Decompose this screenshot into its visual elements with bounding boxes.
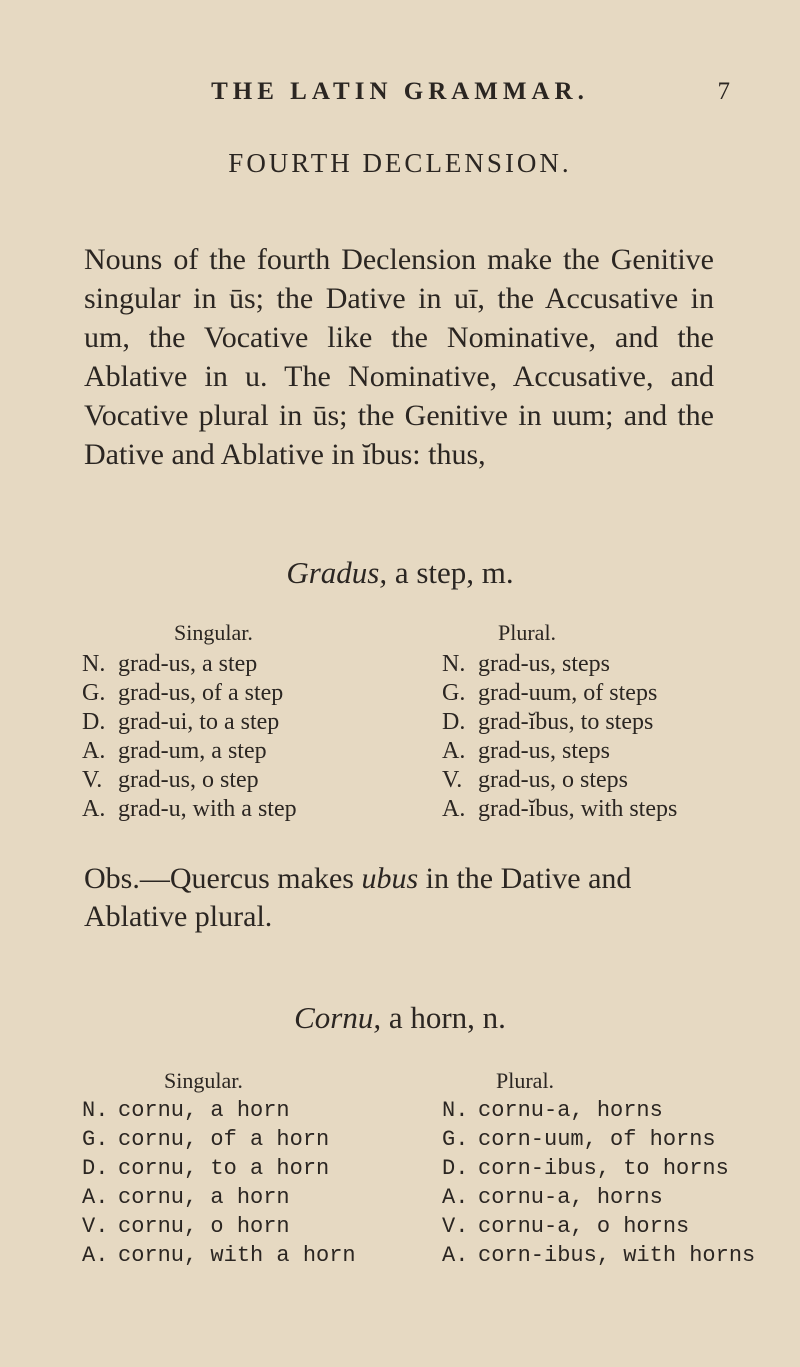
case-form: grad-us, steps (478, 738, 610, 764)
case-form: cornu, to a horn (118, 1156, 330, 1181)
case-label: V. (442, 767, 463, 793)
paradigm-gloss: a horn, n. (381, 1000, 506, 1035)
declension-row (82, 1183, 356, 1212)
case-form: grad-ĭbus, with steps (478, 796, 678, 822)
declension-row (442, 1241, 755, 1270)
declension-row (82, 708, 297, 737)
case-form: cornu, with a horn (118, 1243, 356, 1268)
case-label: G. (82, 680, 106, 706)
singular-forms-gradus (82, 650, 297, 824)
declension-row (442, 1183, 755, 1212)
obs-text-after: in the Dative and Ablative plural. (84, 862, 632, 933)
case-form: corn-ibus, with horns (478, 1243, 756, 1268)
case-label: A. (82, 1185, 109, 1210)
declension-row (442, 795, 677, 824)
case-form: grad-us, a step (118, 651, 258, 677)
declension-row (82, 737, 297, 766)
case-label: N. (442, 1098, 469, 1123)
case-label: D. (82, 709, 106, 735)
declension-row (442, 737, 677, 766)
declension-row (442, 708, 677, 737)
declension-row (82, 1212, 356, 1241)
plural-forms-cornu (442, 1096, 755, 1270)
singular-heading: Singular. (164, 1068, 243, 1093)
case-form: cornu, a horn (118, 1185, 290, 1210)
declension-row (442, 766, 677, 795)
observation-note (84, 860, 714, 936)
case-form: grad-uum, of steps (478, 680, 658, 706)
case-label: G. (82, 1127, 109, 1152)
running-header (0, 78, 800, 106)
case-label: A. (442, 796, 466, 822)
intro-paragraph (84, 240, 714, 474)
obs-italic: ubus (361, 862, 419, 895)
case-form: grad-us, of a step (118, 680, 284, 706)
case-form: cornu, of a horn (118, 1127, 330, 1152)
declension-row (82, 679, 297, 708)
case-label: V. (82, 767, 103, 793)
case-form: cornu-a, horns (478, 1098, 663, 1123)
plural-heading: Plural. (498, 620, 557, 645)
paradigm-title-gradus (0, 555, 800, 591)
declension-row (82, 795, 297, 824)
plural-heading: Plural. (496, 1068, 555, 1093)
page-number: 7 (717, 78, 730, 105)
plural-forms-gradus (442, 650, 677, 824)
case-label: G. (442, 680, 466, 706)
case-form: cornu-a, horns (478, 1185, 663, 1210)
section-title: FOURTH DECLENSION. (228, 148, 572, 178)
case-form: cornu-a, o horns (478, 1214, 690, 1239)
case-label: N. (82, 1098, 109, 1123)
case-label: A. (82, 738, 106, 764)
case-form: cornu, o horn (118, 1214, 290, 1239)
paradigm-word: Gradus, (286, 555, 388, 590)
case-form: grad-us, o step (118, 767, 259, 793)
declension-row (82, 1096, 356, 1125)
case-form: grad-ui, to a step (118, 709, 280, 735)
case-form: corn-ibus, to horns (478, 1156, 729, 1181)
case-label: N. (82, 651, 106, 677)
declension-row (442, 1212, 755, 1241)
case-form: grad-um, a step (118, 738, 267, 764)
case-form: grad-us, o steps (478, 767, 628, 793)
declension-row (442, 1125, 755, 1154)
intro-text: Nouns of the fourth Declension make the Genitive singular in ūs; the Dative in uī, the Accusative in um, the Vocative like the Nominative, and the Ablative in u. The Nominative, Accusative, and Vocative plural in ūs; the Genitive in uum; and the Dative and Ablative in ĭbus: thus, (84, 243, 714, 471)
case-form: cornu, a horn (118, 1098, 290, 1123)
singular-heading: Singular. (174, 620, 253, 645)
declension-row (442, 650, 677, 679)
case-label: D. (442, 1156, 469, 1181)
paradigm-gloss: a step, m. (387, 555, 514, 590)
case-label: A. (82, 1243, 109, 1268)
case-label: V. (442, 1214, 469, 1239)
declension-row (82, 1125, 356, 1154)
declension-row (82, 766, 297, 795)
case-label: V. (82, 1214, 109, 1239)
case-form: grad-us, steps (478, 651, 610, 677)
declension-row (442, 679, 677, 708)
case-label: A. (442, 1243, 469, 1268)
case-label: A. (442, 1185, 469, 1210)
case-label: D. (82, 1156, 109, 1181)
paradigm-word: Cornu, (294, 1000, 382, 1035)
case-label: A. (442, 738, 466, 764)
case-label: G. (442, 1127, 469, 1152)
declension-row (442, 1154, 755, 1183)
declension-row (82, 1241, 356, 1270)
case-label: A. (82, 796, 106, 822)
case-form: grad-ĭbus, to steps (478, 709, 654, 735)
declension-row (442, 1096, 755, 1125)
declension-row (82, 1154, 356, 1183)
case-label: D. (442, 709, 466, 735)
running-title: THE LATIN GRAMMAR. (211, 78, 589, 105)
singular-forms-cornu (82, 1096, 356, 1270)
declension-row (82, 650, 297, 679)
case-label: N. (442, 651, 466, 677)
case-form: corn-uum, of horns (478, 1127, 716, 1152)
obs-text-before: Obs.—Quercus makes (84, 862, 362, 895)
paradigm-title-cornu (0, 1000, 800, 1036)
case-form: grad-u, with a step (118, 796, 297, 822)
